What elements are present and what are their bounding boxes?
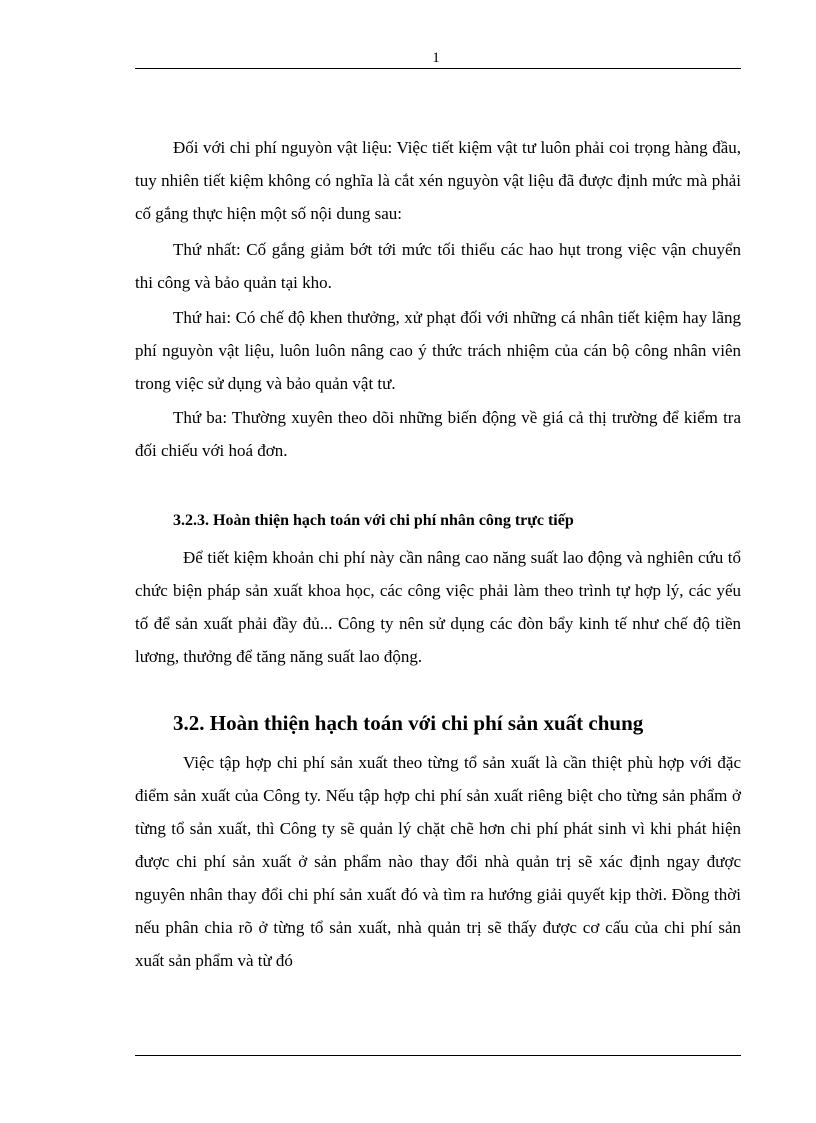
paragraph-materials-intro: Đối với chi phí nguyòn vật liệu: Việc tiết kiệm vật tư luôn phải coi trọng hàng đầu, tuy nhiên tiết kiệm không có nghĩa là cắt xén nguyòn vật liệu đã được định mức mà phải cố gắng thực hiện một số nội dung sau: <box>135 138 741 223</box>
page-number: 1 <box>432 50 440 66</box>
subheading-direct-labor: 3.2.3. Hoàn thiện hạch toán với chi phí nhân công trực tiếp <box>173 512 574 529</box>
section-heading-overhead: 3.2. Hoàn thiện hạch toán với chi phí sản xuất chung <box>173 711 644 735</box>
paragraph-overhead: Việc tập hợp chi phí sản xuất theo từng tổ sản xuất là cần thiệt phù hợp với đặc điểm sản xuất của Công ty. Nếu tập hợp chi phí sản xuất riêng biệt cho từng sản phẩm ở từng tổ sản xuất, thì Công ty sẽ quản lý chặt chẽ hơn chi phí phát sinh vì khi phát hiện được chi phí sản xuất ở sản phẩm nào thay đổi nhà quản trị sẽ xác định ngay được nguyên nhân thay đổi chi phí sản xuất đó và tìm ra hướng giải quyết kịp thời. Đồng thời nếu phân chia rõ ở từng tổ sản xuất, nhà quản trị sẽ thấy được cơ cấu của chi phí sản xuất sản phẩm và từ đó <box>135 753 741 970</box>
paragraph-third-measure: Thứ ba: Thường xuyên theo dõi những biến động về giá cả thị trường để kiểm tra đối chiếu với hoá đơn. <box>135 408 741 460</box>
header-rule <box>135 68 741 69</box>
paragraph-second-measure: Thứ hai: Có chế độ khen thưởng, xử phạt đối với những cá nhân tiết kiệm hay lãng phí nguyòn vật liệu, luôn luôn nâng cao ý thức trách nhiệm của cán bộ công nhân viên trong việc sử dụng và bảo quản vật tư. <box>135 308 741 393</box>
paragraph-direct-labor: Để tiết kiệm khoản chi phí này cần nâng cao năng suất lao động và nghiên cứu tổ chức biện pháp sản xuất khoa học, các công việc phải làm theo trình tự hợp lý, các yếu tố để sản xuất phải đầy đủ... Công ty nên sử dụng các đòn bẩy kinh tế như chế độ tiền lương, thưởng để tăng năng suất lao động. <box>135 548 741 666</box>
paragraph-first-measure: Thứ nhất: Cố gắng giảm bớt tới mức tối thiểu các hao hụt trong việc vận chuyển thi công và bảo quản tại kho. <box>135 240 741 292</box>
footer-rule <box>135 1055 741 1056</box>
